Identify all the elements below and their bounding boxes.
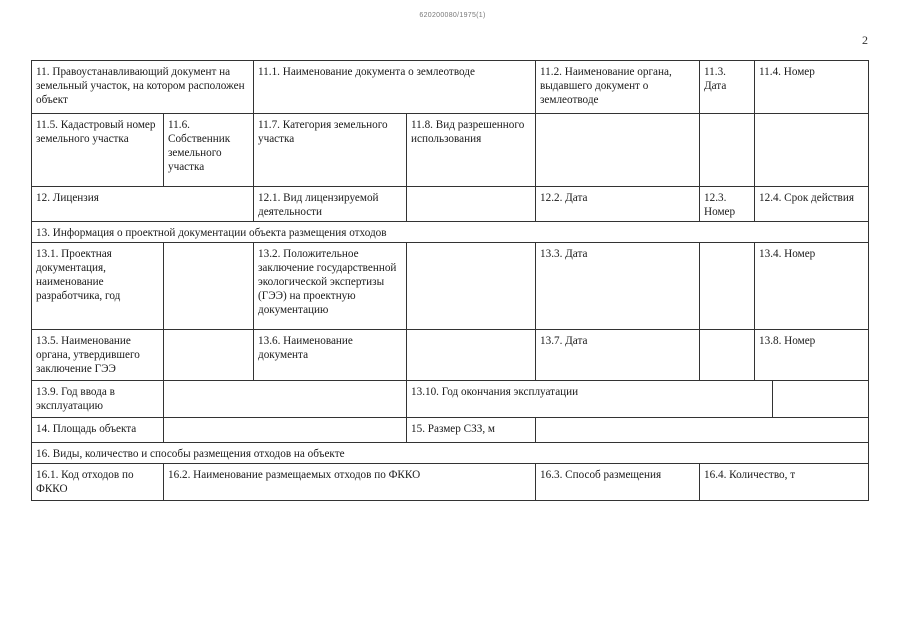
row-waste-header [32,443,869,464]
field-13-project-documentation: 13. Информация о проектной документации объекта размещения отходов [32,222,869,243]
empty-cell [536,114,700,187]
page-number: 2 [862,33,868,47]
field-13-5-approving-authority: 13.5. Наименование органа, утвердившего заключение ГЭЭ [32,330,164,381]
field-16-4-quantity: 16.4. Количество, т [700,464,869,501]
empty-cell [700,243,755,330]
field-13-2-expert-conclusion: 13.2. Положительное заключение государственной экологической экспертизы (ГЭЭ) на проектную документацию [254,243,407,330]
row-waste-columns [32,464,869,501]
field-13-7-date: 13.7. Дата [536,330,700,381]
field-15-sanitary-zone-size: 15. Размер СЗЗ, м [407,418,536,443]
row-area [32,418,869,443]
field-11-land-title-document: 11. Правоустанавливающий документ на земельный участок, на котором расположен объект [32,61,254,114]
empty-cell [164,243,254,330]
field-16-waste-placement: 16. Виды, количество и способы размещения отходов на объекте [32,443,869,464]
empty-cell [773,381,869,418]
field-14-object-area: 14. Площадь объекта [32,418,164,443]
row-project-doc-header [32,222,869,243]
field-12-license: 12. Лицензия [32,187,254,222]
empty-cell [164,418,407,443]
field-11-5-cadastral-number: 11.5. Кадастровый номер земельного участка [32,114,164,187]
document-code: 620200080/1975(1) [419,12,486,19]
empty-cell [700,114,755,187]
empty-cell [536,418,869,443]
field-16-2-waste-name: 16.2. Наименование размещаемых отходов по ФККО [164,464,536,501]
empty-cell [755,114,869,187]
field-12-2-date: 12.2. Дата [536,187,700,222]
field-13-10-decommissioning-year: 13.10. Год окончания эксплуатации [407,381,773,418]
field-12-1-licensed-activity: 12.1. Вид лицензируемой деятельности [254,187,407,222]
field-11-2-issuing-authority: 11.2. Наименование органа, выдавшего документ о землеотводе [536,61,700,114]
field-11-3-date: 11.3. Дата [700,61,755,114]
empty-cell [407,187,536,222]
row-expertise-approval [32,330,869,381]
field-11-7-land-category: 11.7. Категория земельного участка [254,114,407,187]
row-operation-years [32,381,869,418]
field-13-1-project-documentation: 13.1. Проектная документация, наименование разработчика, год [32,243,164,330]
field-12-3-number: 12.3. Номер [700,187,755,222]
empty-cell [700,330,755,381]
field-16-3-placement-method: 16.3. Способ размещения [536,464,700,501]
field-16-1-waste-code: 16.1. Код отходов по ФККО [32,464,164,501]
empty-cell [407,330,536,381]
field-13-3-date: 13.3. Дата [536,243,700,330]
row-project-doc [32,243,869,330]
row-license [32,187,869,222]
field-13-6-document-name: 13.6. Наименование документа [254,330,407,381]
registry-form-table [31,60,869,501]
field-13-9-commissioning-year: 13.9. Год ввода в эксплуатацию [32,381,164,418]
empty-cell [164,330,254,381]
empty-cell [164,381,407,418]
field-12-4-validity: 12.4. Срок действия [755,187,869,222]
field-13-4-number: 13.4. Номер [755,243,869,330]
row-land-document [32,61,869,114]
field-11-4-number: 11.4. Номер [755,61,869,114]
empty-cell [407,243,536,330]
field-13-8-number: 13.8. Номер [755,330,869,381]
field-11-1-document-name: 11.1. Наименование документа о землеотводе [254,61,536,114]
row-land-parcel [32,114,869,187]
field-11-6-owner: 11.6. Собственник земельного участка [164,114,254,187]
field-11-8-permitted-use: 11.8. Вид разрешенного использования [407,114,536,187]
